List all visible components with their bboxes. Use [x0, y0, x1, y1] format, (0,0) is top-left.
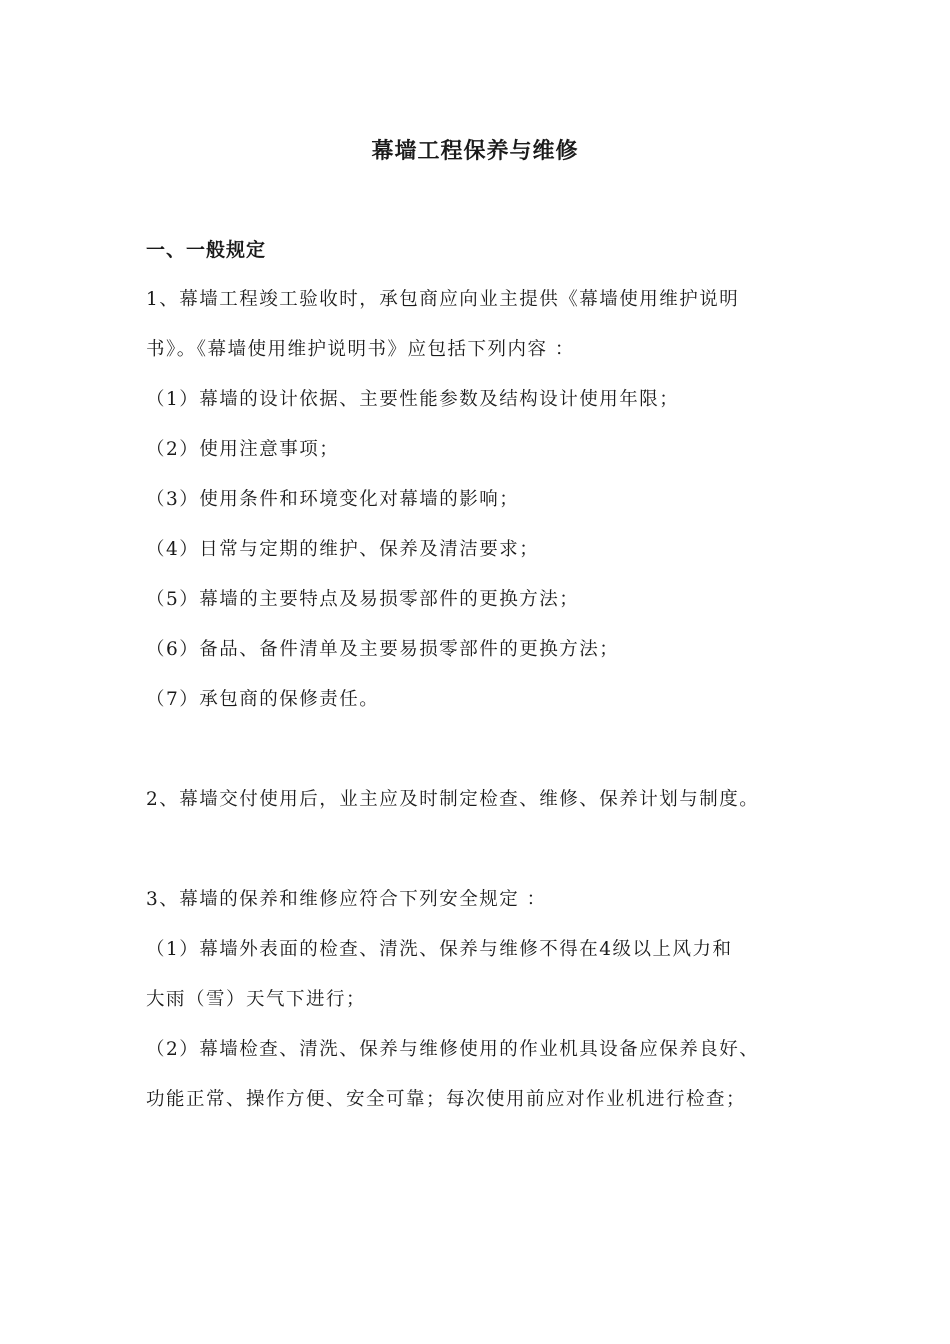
paragraph-1-line-1: 1、幕墙工程竣工验收时，承包商应向业主提供《幕墙使用维护说明 — [146, 289, 740, 310]
paragraph-3-item-1-line-1: （1）幕墙外表面的检查、清洗、保养与维修不得在4级以上风力和 — [146, 939, 733, 960]
list-item: （6）备品、备件清单及主要易损零部件的更换方法； — [146, 639, 620, 660]
list-item: （2）使用注意事项； — [146, 439, 340, 460]
document-body — [146, 231, 836, 1131]
list-item: （1）幕墙的设计依据、主要性能参数及结构设计使用年限； — [146, 389, 680, 410]
paragraph-2: 2、幕墙交付使用后，业主应及时制定检查、维修、保养计划与制度。 — [146, 789, 760, 810]
list-item: （3）使用条件和环境变化对幕墙的影响； — [146, 489, 520, 510]
list-item: （4）日常与定期的维护、保养及清洁要求； — [146, 539, 540, 560]
list-item: （5）幕墙的主要特点及易损零部件的更换方法； — [146, 589, 580, 610]
paragraph-spacer — [146, 731, 836, 781]
paragraph-3-item-2-line-1: （2）幕墙检查、清洗、保养与维修使用的作业机具设备应保养良好、 — [146, 1039, 760, 1060]
paragraph-3-item-1-line-2: 大雨（雪）天气下进行； — [146, 989, 367, 1010]
list-item: （7）承包商的保修责任。 — [146, 689, 380, 710]
paragraph-1-line-2: 书》。《幕墙使用维护说明书》应包括下列内容 ： — [146, 339, 575, 360]
paragraph-3-item-2-line-2: 功能正常、操作方便、安全可靠；每次使用前应对作业机进行检查； — [146, 1089, 747, 1110]
paragraph-spacer — [146, 831, 836, 881]
paragraph-3-line-1: 3、幕墙的保养和维修应符合下列安全规定 ： — [146, 889, 547, 910]
document-title: 幕墙工程保养与维修 — [371, 139, 579, 164]
section-heading: 一、一般规定 — [146, 239, 267, 261]
